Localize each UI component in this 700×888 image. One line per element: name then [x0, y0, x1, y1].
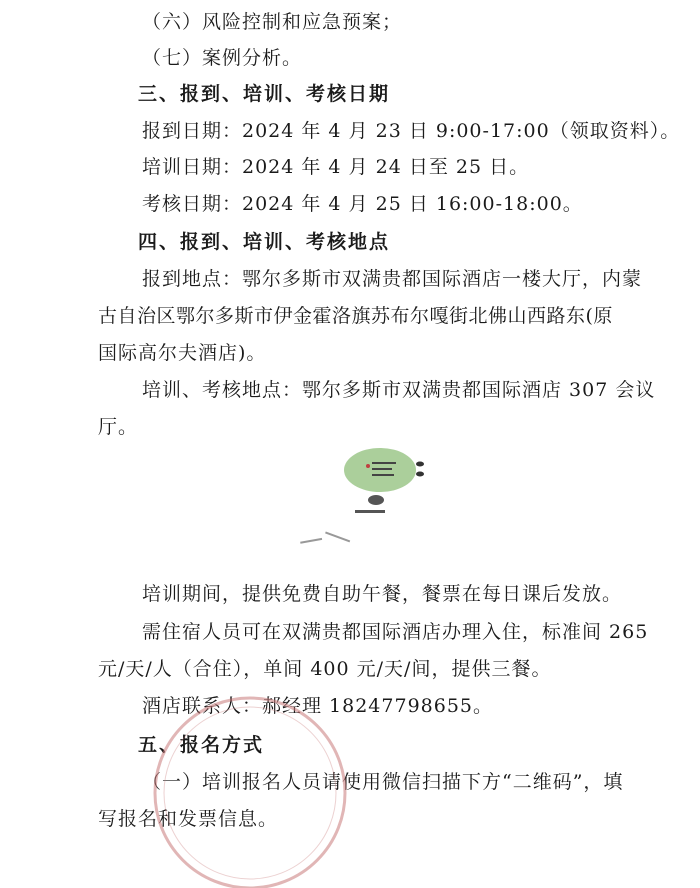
map-label-mark	[372, 474, 394, 476]
section-five-heading: 五、报名方式	[138, 734, 265, 756]
map-label-mark	[372, 462, 396, 464]
item-six: （六）风险控制和应急预案；	[142, 11, 403, 33]
item-seven: （七）案例分析。	[142, 47, 303, 69]
accommodation-2: 元/天/人（合住），单间 400 元/天/间，提供三餐。	[98, 658, 552, 680]
registration-instruction-1: （一）培训报名人员请使用微信扫描下方“二维码”，填	[142, 771, 624, 793]
training-location-2: 厅。	[98, 416, 139, 438]
map-road-label	[355, 510, 385, 513]
map-dot	[416, 462, 424, 467]
training-date: 培训日期：2024 年 4 月 24 日至 25 日。	[142, 156, 530, 178]
map-road-label	[325, 532, 350, 543]
map-road-label	[300, 538, 322, 544]
map-dot	[368, 495, 384, 505]
check-in-location-1: 报到地点：鄂尔多斯市双满贵都国际酒店一楼大厅，内蒙	[142, 268, 643, 290]
training-location-1: 培训、考核地点：鄂尔多斯市双满贵都国际酒店 307 会议	[142, 379, 656, 401]
check-in-location-3: 国际高尔夫酒店)。	[98, 342, 267, 364]
seal-outer-ring	[155, 698, 345, 888]
map-dot	[416, 472, 424, 477]
accommodation-1: 需住宿人员可在双满贵都国际酒店办理入住，标准间 265	[142, 621, 649, 643]
section-four-heading: 四、报到、培训、考核地点	[138, 231, 391, 253]
registration-instruction-2: 写报名和发票信息。	[98, 808, 279, 830]
lunch-note: 培训期间，提供免费自助午餐，餐票在每日课后发放。	[142, 583, 623, 605]
seal-inner-ring	[164, 707, 336, 879]
section-three-heading: 三、报到、培训、考核日期	[138, 83, 391, 105]
check-in-location-2: 古自治区鄂尔多斯市伊金霍洛旗苏布尔嘎街北佛山西路东(原	[98, 305, 613, 327]
hotel-contact: 酒店联系人：郝经理 18247798655。	[142, 695, 494, 717]
map-label-mark	[372, 468, 392, 470]
location-map-image	[280, 440, 480, 580]
check-in-date: 报到日期：2024 年 4 月 23 日 9:00-17:00（领取资料）。	[142, 120, 681, 142]
exam-date: 考核日期：2024 年 4 月 25 日 16:00-18:00。	[142, 193, 583, 215]
official-seal-stamp	[140, 688, 360, 888]
map-marker-icon	[366, 464, 370, 468]
